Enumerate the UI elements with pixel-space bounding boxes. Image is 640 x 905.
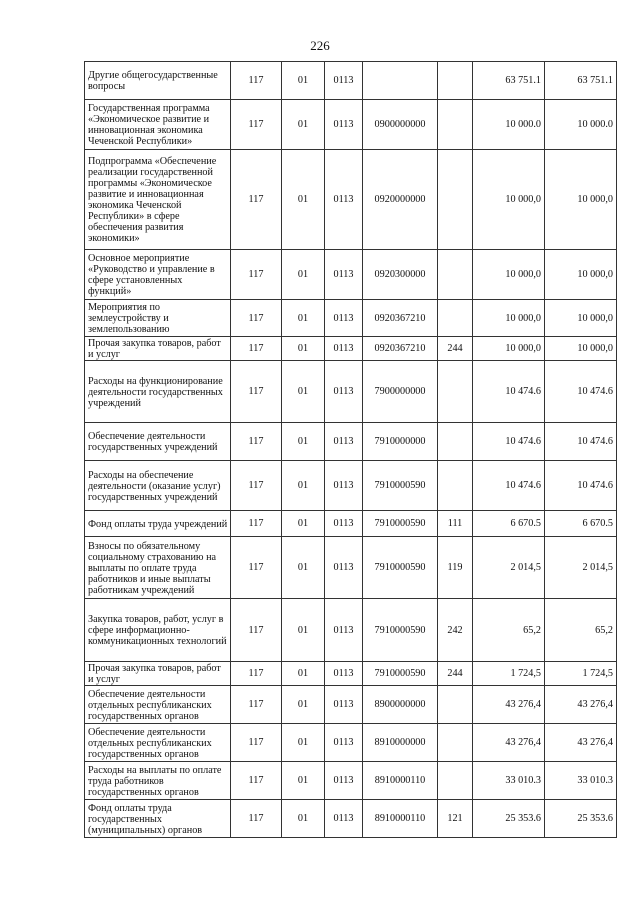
table-row: [85, 461, 617, 511]
cell-section: 01: [282, 762, 325, 800]
cell-sum2: 10 000,0: [545, 150, 617, 250]
cell-vr: [438, 300, 473, 337]
cell-admin: 117: [231, 150, 282, 250]
cell-name: Прочая закупка товаров, работ и услуг: [85, 662, 231, 686]
cell-target: 8910000110: [363, 800, 438, 838]
cell-admin: 117: [231, 250, 282, 300]
cell-section: 01: [282, 62, 325, 100]
cell-section: 01: [282, 300, 325, 337]
cell-sum2: 1 724,5: [545, 662, 617, 686]
cell-target: 7910000590: [363, 537, 438, 599]
cell-name: Фонд оплаты труда учреждений: [85, 511, 231, 537]
cell-subsection: 0113: [325, 724, 363, 762]
cell-target: 8910000000: [363, 724, 438, 762]
cell-name: Мероприятия по землеустройству и землепользованию: [85, 300, 231, 337]
cell-sum2: 63 751.1: [545, 62, 617, 100]
cell-section: 01: [282, 800, 325, 838]
cell-vr: [438, 461, 473, 511]
cell-subsection: 0113: [325, 150, 363, 250]
cell-admin: 117: [231, 62, 282, 100]
cell-section: 01: [282, 150, 325, 250]
cell-admin: 117: [231, 423, 282, 461]
table-row: [85, 537, 617, 599]
cell-section: 01: [282, 599, 325, 662]
cell-vr: [438, 361, 473, 423]
cell-section: 01: [282, 100, 325, 150]
cell-sum1: 10 000,0: [473, 337, 545, 361]
cell-section: 01: [282, 724, 325, 762]
cell-subsection: 0113: [325, 537, 363, 599]
cell-sum1: 10 000.0: [473, 100, 545, 150]
table-row: [85, 100, 617, 150]
table-row: [85, 511, 617, 537]
cell-admin: 117: [231, 800, 282, 838]
cell-sum1: 1 724,5: [473, 662, 545, 686]
cell-sum2: 10 474.6: [545, 361, 617, 423]
cell-sum2: 10 474.6: [545, 423, 617, 461]
cell-name: Основное мероприятие «Руководство и управление в сфере установленных функций»: [85, 250, 231, 300]
cell-admin: 117: [231, 300, 282, 337]
cell-admin: 117: [231, 599, 282, 662]
cell-section: 01: [282, 250, 325, 300]
cell-vr: 242: [438, 599, 473, 662]
cell-subsection: 0113: [325, 511, 363, 537]
table-row: [85, 250, 617, 300]
cell-target: 7910000590: [363, 662, 438, 686]
cell-sum2: 33 010.3: [545, 762, 617, 800]
cell-sum2: 10 000,0: [545, 250, 617, 300]
cell-sum1: 10 474.6: [473, 423, 545, 461]
table-row: [85, 800, 617, 838]
table-row: [85, 361, 617, 423]
cell-vr: 244: [438, 662, 473, 686]
cell-vr: [438, 423, 473, 461]
cell-subsection: 0113: [325, 423, 363, 461]
cell-admin: 117: [231, 537, 282, 599]
cell-vr: [438, 150, 473, 250]
cell-section: 01: [282, 461, 325, 511]
cell-name: Расходы на выплаты по оплате труда работников государственных органов: [85, 762, 231, 800]
cell-sum1: 10 000,0: [473, 150, 545, 250]
cell-name: Расходы на обеспечение деятельности (оказание услуг) государственных учреждений: [85, 461, 231, 511]
cell-target: 7910000590: [363, 599, 438, 662]
cell-target: 8900000000: [363, 686, 438, 724]
cell-admin: 117: [231, 724, 282, 762]
cell-sum1: 10 474.6: [473, 461, 545, 511]
budget-table: [84, 61, 617, 838]
cell-name: Обеспечение деятельности государственных учреждений: [85, 423, 231, 461]
cell-target: 7910000000: [363, 423, 438, 461]
cell-admin: 117: [231, 337, 282, 361]
cell-section: 01: [282, 537, 325, 599]
cell-sum2: 43 276,4: [545, 686, 617, 724]
budget-table-body: [85, 62, 617, 838]
cell-admin: 117: [231, 361, 282, 423]
cell-sum1: 43 276,4: [473, 724, 545, 762]
cell-name: Другие общегосударственные вопросы: [85, 62, 231, 100]
cell-vr: 244: [438, 337, 473, 361]
cell-target: 0920000000: [363, 150, 438, 250]
cell-name: Обеспечение деятельности отдельных республиканских государственных органов: [85, 724, 231, 762]
cell-vr: [438, 724, 473, 762]
cell-vr: [438, 100, 473, 150]
cell-vr: [438, 762, 473, 800]
table-row: [85, 599, 617, 662]
cell-vr: [438, 250, 473, 300]
cell-sum2: 10 474.6: [545, 461, 617, 511]
table-row: [85, 724, 617, 762]
cell-subsection: 0113: [325, 599, 363, 662]
cell-sum1: 43 276,4: [473, 686, 545, 724]
cell-sum1: 33 010.3: [473, 762, 545, 800]
cell-sum1: 10 000,0: [473, 250, 545, 300]
cell-target: [363, 62, 438, 100]
cell-sum2: 65,2: [545, 599, 617, 662]
cell-name: Прочая закупка товаров, работ и услуг: [85, 337, 231, 361]
table-row: [85, 662, 617, 686]
cell-name: Государственная программа «Экономическое развитие и инновационная экономика Чеченской Республики»: [85, 100, 231, 150]
cell-subsection: 0113: [325, 461, 363, 511]
cell-section: 01: [282, 511, 325, 537]
cell-name: Обеспечение деятельности отдельных республиканских государственных органов: [85, 686, 231, 724]
cell-sum2: 10 000,0: [545, 337, 617, 361]
cell-sum1: 10 474.6: [473, 361, 545, 423]
cell-subsection: 0113: [325, 686, 363, 724]
table-row: [85, 423, 617, 461]
cell-sum2: 2 014,5: [545, 537, 617, 599]
table-row: [85, 337, 617, 361]
cell-subsection: 0113: [325, 361, 363, 423]
cell-name: Подпрограмма «Обеспечение реализации государственной программы «Экономическое развитие и инновационная экономика Чеченской Республики» в сфере обеспечения развития экономики»: [85, 150, 231, 250]
cell-sum1: 63 751.1: [473, 62, 545, 100]
cell-subsection: 0113: [325, 100, 363, 150]
cell-subsection: 0113: [325, 337, 363, 361]
cell-sum1: 2 014,5: [473, 537, 545, 599]
cell-sum2: 25 353.6: [545, 800, 617, 838]
cell-target: 0900000000: [363, 100, 438, 150]
table-row: [85, 686, 617, 724]
cell-section: 01: [282, 337, 325, 361]
cell-subsection: 0113: [325, 762, 363, 800]
cell-subsection: 0113: [325, 662, 363, 686]
cell-target: 0920367210: [363, 300, 438, 337]
cell-section: 01: [282, 423, 325, 461]
cell-subsection: 0113: [325, 300, 363, 337]
cell-vr: [438, 686, 473, 724]
cell-target: 0920367210: [363, 337, 438, 361]
table-row: [85, 150, 617, 250]
cell-vr: 121: [438, 800, 473, 838]
cell-sum2: 6 670.5: [545, 511, 617, 537]
table-row: [85, 62, 617, 100]
cell-sum2: 10 000,0: [545, 300, 617, 337]
cell-section: 01: [282, 662, 325, 686]
cell-name: Взносы по обязательному социальному страхованию на выплаты по оплате труда работников и иные выплаты работникам учреждений: [85, 537, 231, 599]
cell-sum1: 6 670.5: [473, 511, 545, 537]
cell-section: 01: [282, 361, 325, 423]
cell-subsection: 0113: [325, 62, 363, 100]
cell-name: Фонд оплаты труда государственных (муниципальных) органов: [85, 800, 231, 838]
cell-admin: 117: [231, 686, 282, 724]
cell-subsection: 0113: [325, 800, 363, 838]
cell-target: 7910000590: [363, 461, 438, 511]
cell-sum1: 10 000,0: [473, 300, 545, 337]
cell-name: Расходы на функционирование деятельности государственных учреждений: [85, 361, 231, 423]
cell-vr: [438, 62, 473, 100]
cell-admin: 117: [231, 762, 282, 800]
cell-sum2: 10 000.0: [545, 100, 617, 150]
cell-section: 01: [282, 686, 325, 724]
cell-target: 7900000000: [363, 361, 438, 423]
cell-admin: 117: [231, 100, 282, 150]
table-row: [85, 762, 617, 800]
cell-admin: 117: [231, 511, 282, 537]
cell-admin: 117: [231, 662, 282, 686]
table-row: [85, 300, 617, 337]
cell-target: 7910000590: [363, 511, 438, 537]
page-number: 226: [310, 38, 330, 53]
cell-sum1: 65,2: [473, 599, 545, 662]
cell-admin: 117: [231, 461, 282, 511]
cell-target: 0920300000: [363, 250, 438, 300]
cell-vr: 119: [438, 537, 473, 599]
cell-vr: 111: [438, 511, 473, 537]
cell-name: Закупка товаров, работ, услуг в сфере информационно-коммуникационных технологий: [85, 599, 231, 662]
cell-target: 8910000110: [363, 762, 438, 800]
cell-subsection: 0113: [325, 250, 363, 300]
cell-sum2: 43 276,4: [545, 724, 617, 762]
cell-sum1: 25 353.6: [473, 800, 545, 838]
